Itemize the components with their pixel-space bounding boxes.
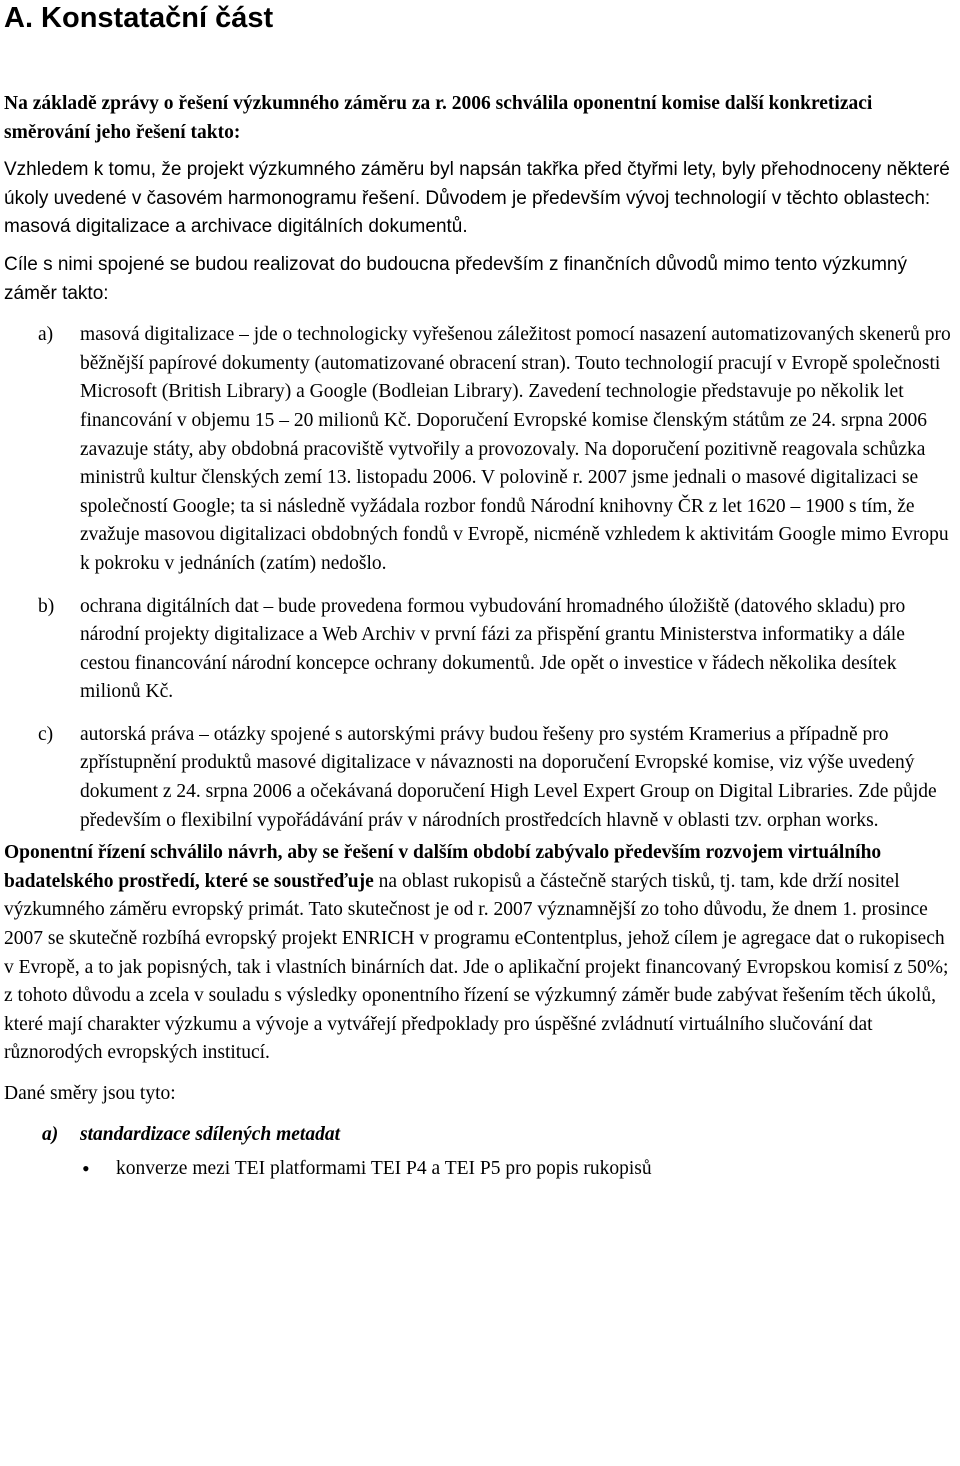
goals-list [4,321,956,835]
bullet-mark: • [82,1156,90,1182]
list-item-text: masová digitalizace – jde o technologicky vyřešenou záležitost pomocí nasazení automatizovaných skenerů pro běžnější papírové dokumenty (automatizované obracení stran). Touto technologií pracují v Evropě společnosti Microsoft (British Library) a Google (Bodleian Library). Zavedení technologie představuje po několik let financování v objemu 15 – 20 milionů Kč. Doporučení Evropské komise členským státům ze 24. srpna 2006 zavazuje státy, aby obdobná pracoviště vytvořily a provozovaly. Na doporučení pozitivně reagovala schůzka ministrů kultur členských zemí 13. listopadu 2006. V polovině r. 2007 jsme jednali o masové digitalizaci se společností Google; ta si následně vyžádala rozbor fondů Národní knihovny ČR z let 1620 – 1900 s tím, že zvažuje masovou digitalizaci obdobných fondů v Evropě, nicméně vzhledem k aktivitám Google mimo Evropu k pokroku v jednáních (zatím) nedošlo. [80,324,951,574]
bullet-text: konverze mezi TEI platformami TEI P4 a TEI P5 pro popis rukopisů [116,1158,652,1180]
bullet-item [4,1155,956,1184]
list-item-label: b) [38,595,55,617]
paragraph-opponent-review [4,839,956,1068]
bullet-list [4,1155,956,1184]
subheading-metadata [4,1121,956,1150]
list-item-text: ochrana digitálních dat – bude provedena formou vybudování hromadného úložiště (datového skladu) pro národní projekty digitalizace a Web Archiv v první fázi za přispění grantu Ministerstva informatiky a dále cestou financování národní koncepce ochrany dokumentů. Jde opět o investice v řádech několika desítek milionů Kč. [80,595,906,703]
subheading-label: a) [42,1123,59,1145]
list-item [4,593,956,707]
opponent-review-bold: Oponentní řízení schválilo návrh, aby se řešení v dalším období zabývalo především rozvojem virtuálního badatelského prostředí, které se soustřeďuje [4,842,882,892]
intro-paragraph: Na základě zprávy o řešení výzkumného záměru za r. 2006 schválila oponentní komise další konkretizaci směrování jeho řešení takto: [4,93,873,143]
paragraph-goals: Cíle s nimi spojené se budou realizovat do budoucna především z finančních důvodů mimo tento výzkumný záměr takto: [4,253,907,304]
list-item-label: c) [38,723,54,745]
section-heading: A. Konstatační část [4,2,274,34]
list-item-text: autorská práva – otázky spojené s autorskými právy budou řešeny pro systém Kramerius a případně pro zpřístupnění produktů masové digitalizace v návaznosti na doporučení Evropské komise, viz výše uvedený dokument z 24. srpna 2006 a očekávaná doporučení High Level Expert Group on Digital Libraries. Zde půjde především o flexibilní vypořádávání práv v národních prostředcích hlavně v oblasti tzv. orphan works. [80,723,937,831]
list-item-label: a) [38,324,54,346]
paragraph-directions: Dané směry jsou tyto: [4,1083,176,1104]
paragraph-revision: Vzhledem k tomu, že projekt výzkumného záměru byl napsán takřka před čtyřmi lety, byly přehodnoceny některé úkoly uvedené v časovém harmonogramu řešení. Důvodem je především vývoj technologií v těchto oblastech: masová digitalizace a archivace digitálních dokumentů. [4,159,950,238]
list-item [4,321,956,578]
subheading-text: standardizace sdílených metadat [80,1123,340,1145]
opponent-review-rest: na oblast rukopisů a částečně starých tisků, tj. tam, kde drží nositel výzkumného záměru evropský primát. Tato skutečnost je od r. 2007 významnější zo toho důvodu, že dnem 1. prosince 2007 se skutečně rozbíhá evropský projekt ENRICH v programu eContentplus, jehož cílem je agregace dat o rukopisech v Evropě, a to jak popisných, tak i vlastních binárních dat. Jde o aplikační projekt financovaný Evropskou komisí z 50%; z tohoto důvodu a zcela v souladu s výsledky oponentního řízení se výzkumný záměr bude zabývat řešením těch úkolů, které mají charakter výzkumu a vývoje a vytvářejí předpoklady pro úspěšné zvládnutí virtuálního slučování dat různorodých evropských institucí. [4,870,949,1064]
list-item [4,721,956,835]
